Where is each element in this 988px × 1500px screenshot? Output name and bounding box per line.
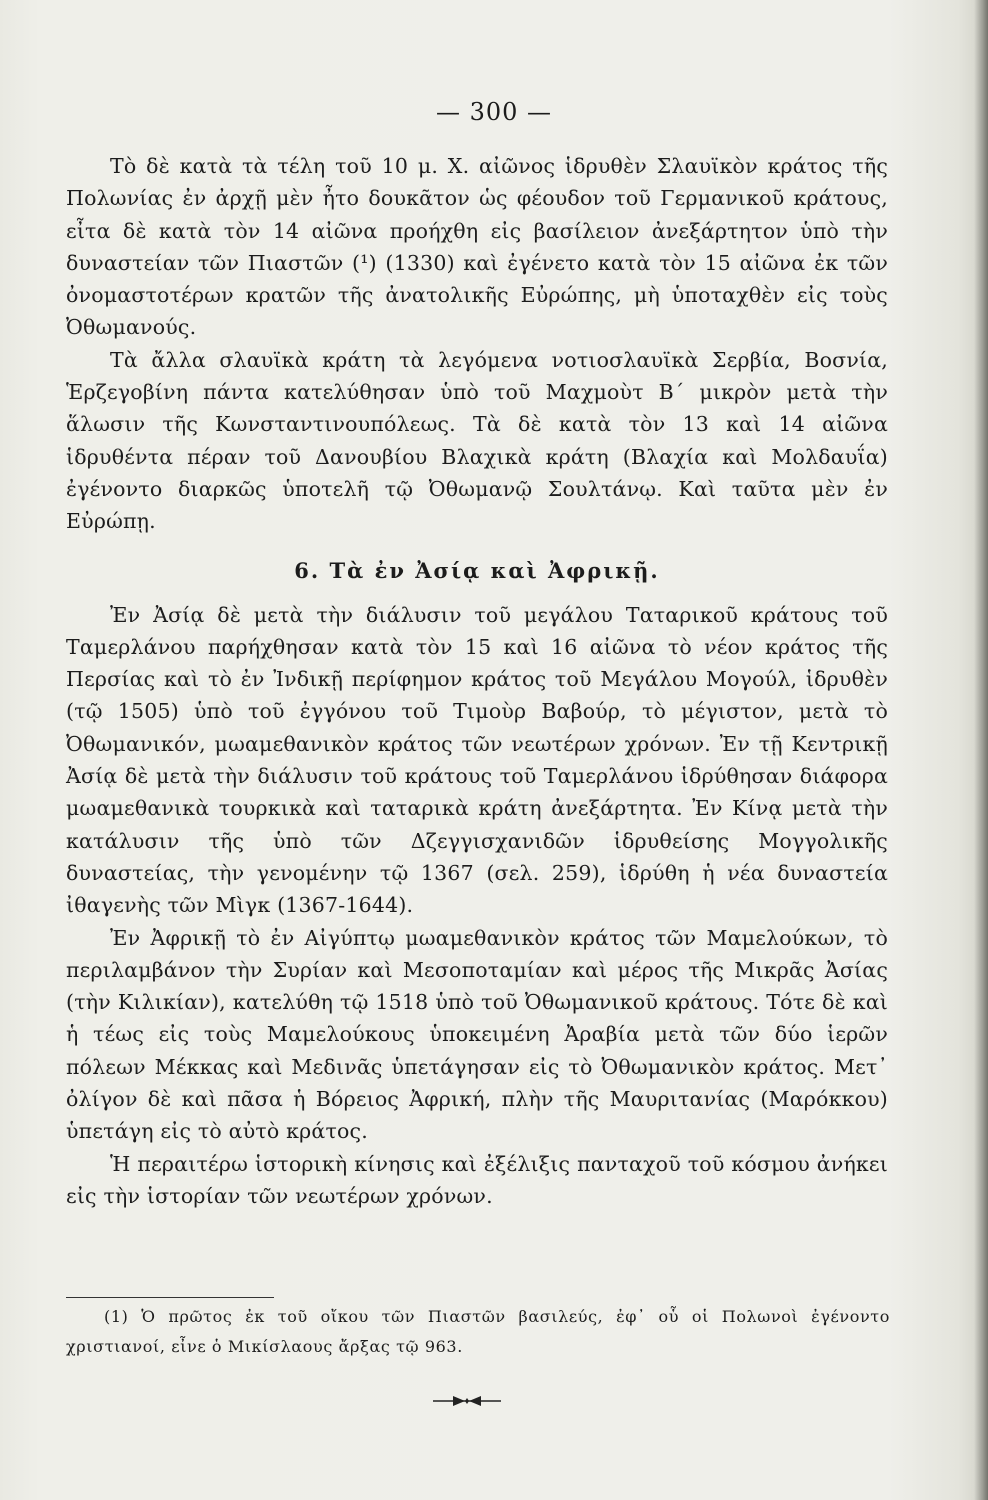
footnote-separator (66, 1297, 274, 1298)
main-text (66, 150, 888, 1212)
paragraph-poland: Τὸ δὲ κατὰ τὰ τέλη τοῦ 10 μ. Χ. αἰῶνος ἱδρυθὲν Σλαυϊκὸν κράτος τῆς Πολωνίας ἐν ἀρχῇ μὲν ἦτο δουκᾶτον ὡς φέουδον τοῦ Γερμανικοῦ κράτους, εἶτα δὲ κατὰ τὸν 14 αἰῶνα προήχθη εἰς βασίλειον ἀνεξάρτητον ὑπὸ τὴν δυναστείαν τῶν Πιαστῶν (¹) (1330) καὶ ἐγένετο κατὰ τὸν 15 αἰῶνα ἐκ τῶν ὀνομαστοτέρων κρατῶν τῆς ἀνατολικῆς Εὐρώπης, μὴ ὑποταχθὲν εἰς τοὺς Ὀθωμανούς. (66, 154, 888, 340)
footnote: (1) Ὁ πρῶτος ἐκ τοῦ οἴκου τῶν Πιαστῶν βασιλεύς, ἐφ᾽ οὗ οἱ Πολωνοὶ ἐγένοντο χριστιανοί, εἶνε ὁ Μικίσλαους ἄρξας τῷ 963. (66, 1307, 890, 1356)
paragraph-africa: Ἐν Ἀφρικῇ τὸ ἐν Αἰγύπτῳ μωαμεθανικὸν κράτος τῶν Μαμελούκων, τὸ περιλαμβάνον τὴν Συρίαν καὶ Μεσοποταμίαν καὶ μέρος τῆς Μικρᾶς Ἀσίας (τὴν Κιλικίαν), κατελύθη τῷ 1518 ὑπὸ τοῦ Ὀθωμανικοῦ κράτους. Τότε δὲ καὶ ἡ τέως εἰς τοὺς Μαμελούκους ὑποκειμένη Ἀραβία μετὰ τῶν δύο ἱερῶν πόλεων Μέκκας καὶ Μεδινᾶς ὑπετάγησαν εἰς τὸ Ὀθωμανικὸν κράτος. Μετ᾽ ὀλίγον δὲ καὶ πᾶσα ἡ Βόρειος Ἀφρική, πλὴν τῆς Μαυριτανίας (Μαρόκκου) ὑπετάγη εἰς τὸ αὐτὸ κράτος. (66, 925, 888, 1144)
paragraph-asia: Ἐν Ἀσίᾳ δὲ μετὰ τὴν διάλυσιν τοῦ μεγάλου Ταταρικοῦ κράτους τοῦ Ταμερλάνου παρήχθησαν κατὰ τὸν 15 καὶ 16 αἰῶνα τὸ νέον κράτος τῆς Περσίας καὶ τὸ ἐν Ἰνδικῇ περίφημον κράτος τοῦ Μεγάλου Μογούλ, ἱδρυθὲν (τῷ 1505) ὑπὸ τοῦ ἐγγόνου τοῦ Τιμοὺρ Βαβούρ, τὸ μέγιστον, μετὰ τὸ Ὀθωμανικόν, μωαμεθανικὸν κράτος τῶν νεωτέρων χρόνων. Ἐν τῇ Κεντρικῇ Ἀσίᾳ δὲ μετὰ τὴν διάλυσιν τοῦ κράτους τοῦ Ταμερλάνου ἱδρύθησαν διάφορα μωαμεθανικὰ τουρκικὰ καὶ ταταρικὰ κράτη ἀνεξάρτητα. Ἐν Κίνᾳ μετὰ τὴν κατάλυσιν τῆς ὑπὸ τῶν Δζεγγισχανιδῶν ἱδρυθείσης Μογγολικῆς δυναστείας, τὴν γενομένην τῷ 1367 (σελ. 259), ἱδρύθη ἡ νέα δυναστεία ἰθαγενὴς τῶν Μὶγκ (1367-1644). (66, 602, 888, 918)
page-number: — 300 — (435, 98, 553, 126)
paragraph-south-slavic-states: Τὰ ἄλλα σλαυϊκὰ κράτη τὰ λεγόμενα νοτιοσλαυϊκὰ Σερβία, Βοσνία, Ἑρζεγοβίνη πάντα κατελύθησαν ὑπὸ τοῦ Μαχμοὺτ Β΄ μικρὸν μετὰ τὴν ἅλωσιν τῆς Κωνσταντινουπόλεως. Τὰ δὲ κατὰ τὸν 13 καὶ 14 αἰῶνα ἱδρυθέντα πέραν τοῦ Δανουβίου Βλαχικὰ κράτη (Βλαχία καὶ Μολδαυΐα) ἐγένοντο διαρκῶς ὑποτελῆ τῷ Ὀθωμανῷ Σουλτάνῳ. Καὶ ταῦτα μὲν ἐν Εὐρώπῃ. (66, 347, 888, 534)
end-ornament-icon (431, 1394, 503, 1408)
paragraph-conclusion: Ἡ περαιτέρω ἱστορικὴ κίνησις καὶ ἐξέλιξις πανταχοῦ τοῦ κόσμου ἀνήκει εἰς τὴν ἱστορίαν τῶν νεωτέρων χρόνων. (66, 1151, 888, 1208)
page-edge-shadow (974, 0, 988, 1500)
section-heading: 6. Τὰ ἐν Ἀσίᾳ καὶ Ἀφρικῇ. (294, 557, 660, 583)
